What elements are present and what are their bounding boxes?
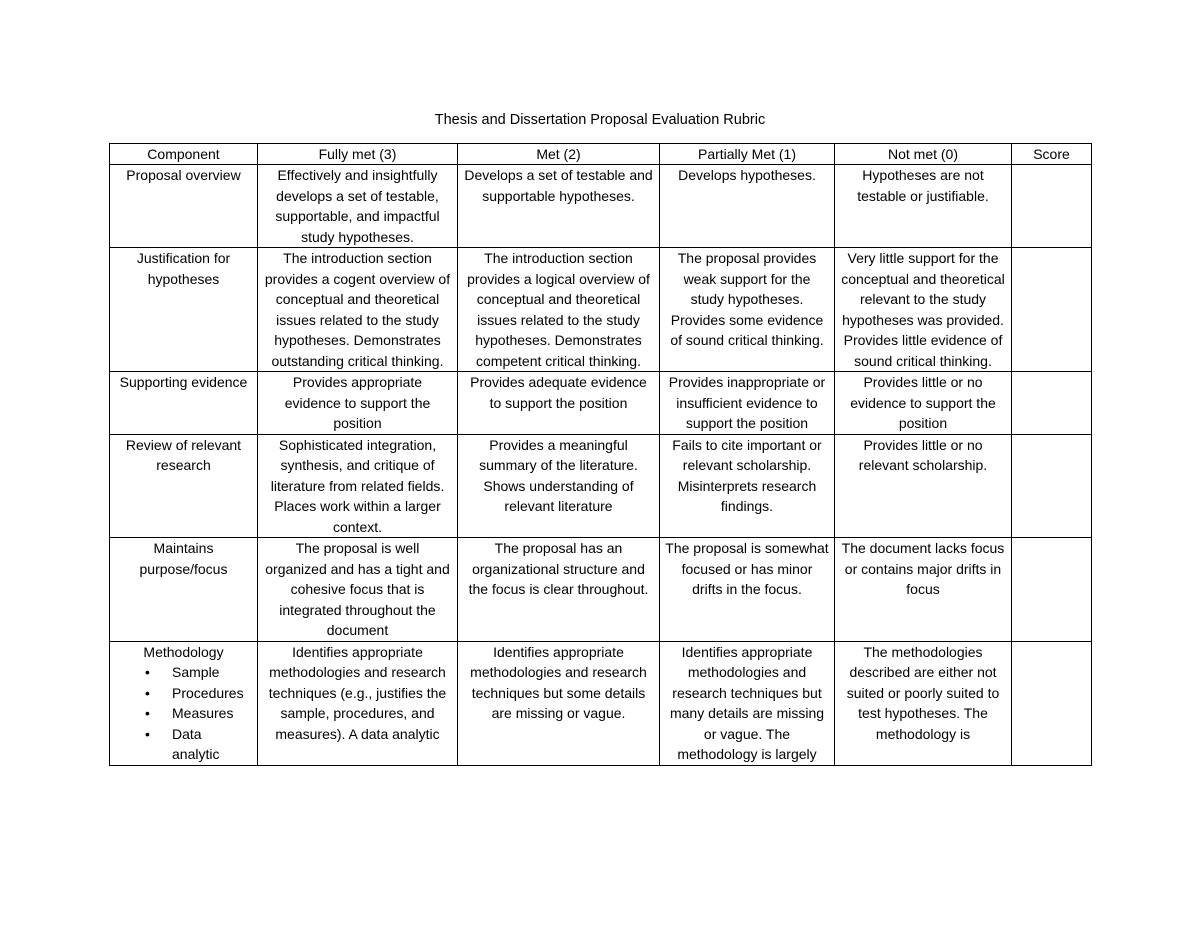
not-met-cell: Hypotheses are not testable or justifiable. (835, 165, 1012, 248)
score-cell[interactable] (1012, 165, 1092, 248)
header-not-met: Not met (0) (835, 144, 1012, 165)
methodology-label: Methodology (143, 643, 224, 660)
fully-met-cell: Identifies appropriate methodologies and research techniques (e.g., justifies the sample, procedures, and measures). A data analytic (258, 641, 458, 765)
score-cell[interactable] (1012, 538, 1092, 642)
component-cell: Supporting evidence (110, 372, 258, 435)
header-component: Component (110, 144, 258, 165)
component-cell (110, 641, 258, 765)
list-item (115, 703, 252, 724)
not-met-cell: Provides little or no evidence to support the position (835, 372, 1012, 435)
component-cell: Maintains purpose/focus (110, 538, 258, 642)
score-cell[interactable] (1012, 248, 1092, 372)
partially-met-cell: The proposal provides weak support for the study hypotheses. Provides some evidence of sound critical thinking. (660, 248, 835, 372)
not-met-cell: Provides little or no relevant scholarship. (835, 434, 1012, 538)
partially-met-cell: Identifies appropriate methodologies and research techniques but many details are missing or vague. The methodology is largely (660, 641, 835, 765)
fully-met-cell: The introduction section provides a cogent overview of conceptual and theoretical issues related to the study hypotheses. Demonstrates outstanding critical thinking. (258, 248, 458, 372)
header-score: Score (1012, 144, 1092, 165)
document-title: Thesis and Dissertation Proposal Evaluation Rubric (434, 112, 766, 128)
bullet-label: Procedures (172, 684, 244, 701)
met-cell: The introduction section provides a logical overview of conceptual and theoretical issues related to the study hypotheses. Demonstrates competent critical thinking. (458, 248, 660, 372)
met-cell: Provides a meaningful summary of the literature. Shows understanding of relevant literature (458, 434, 660, 538)
table-row (110, 165, 1092, 248)
partially-met-cell: The proposal is somewhat focused or has minor drifts in the focus. (660, 538, 835, 642)
component-cell: Justification for hypotheses (110, 248, 258, 372)
bullet-icon: • (145, 705, 150, 721)
not-met-cell: Very little support for the conceptual and theoretical relevant to the study hypotheses was provided. Provides little evidence of sound critical thinking. (835, 248, 1012, 372)
table-row (110, 372, 1092, 435)
table-row (110, 248, 1092, 372)
header-row (110, 144, 1092, 165)
met-cell: Identifies appropriate methodologies and research techniques but some details are missing or vague. (458, 641, 660, 765)
score-cell[interactable] (1012, 372, 1092, 435)
component-cell: Review of relevant research (110, 434, 258, 538)
header-met: Met (2) (458, 144, 660, 165)
fully-met-cell: Sophisticated integration, synthesis, and critique of literature from related fields. Places work within a larger context. (258, 434, 458, 538)
list-item (115, 683, 252, 704)
bullet-label: Measures (172, 705, 234, 721)
component-cell: Proposal overview (110, 165, 258, 248)
partially-met-cell: Fails to cite important or relevant scholarship. Misinterprets research findings. (660, 434, 835, 538)
header-partially-met: Partially Met (1) (660, 144, 835, 165)
header-fully-met: Fully met (3) (258, 144, 458, 165)
bullet-icon: • (145, 725, 150, 742)
list-item (115, 662, 252, 683)
list-item (115, 724, 252, 765)
table-row-methodology (110, 641, 1092, 765)
fully-met-cell: Provides appropriate evidence to support the position (258, 372, 458, 435)
fully-met-cell: The proposal is well organized and has a tight and cohesive focus that is integrated throughout the document (258, 538, 458, 642)
bullet-icon: • (145, 684, 150, 701)
not-met-cell: The document lacks focus or contains major drifts in focus (835, 538, 1012, 642)
bullet-icon: • (145, 664, 150, 680)
met-cell: Develops a set of testable and supportable hypotheses. (458, 165, 660, 248)
met-cell: Provides adequate evidence to support the position (458, 372, 660, 435)
bullet-label: Sample (172, 664, 220, 680)
methodology-bullet-list (115, 662, 252, 765)
fully-met-cell: Effectively and insightfully develops a set of testable, supportable, and impactful study hypotheses. (258, 165, 458, 248)
table-row (110, 434, 1092, 538)
rubric-table (109, 143, 1092, 766)
partially-met-cell: Provides inappropriate or insufficient evidence to support the position (660, 372, 835, 435)
table-row (110, 538, 1092, 642)
partially-met-cell: Develops hypotheses. (660, 165, 835, 248)
met-cell: The proposal has an organizational structure and the focus is clear throughout. (458, 538, 660, 642)
score-cell[interactable] (1012, 641, 1092, 765)
not-met-cell: The methodologies described are either not suited or poorly suited to test hypotheses. The methodology is (835, 641, 1012, 765)
score-cell[interactable] (1012, 434, 1092, 538)
bullet-label: Data analytic (172, 725, 220, 762)
